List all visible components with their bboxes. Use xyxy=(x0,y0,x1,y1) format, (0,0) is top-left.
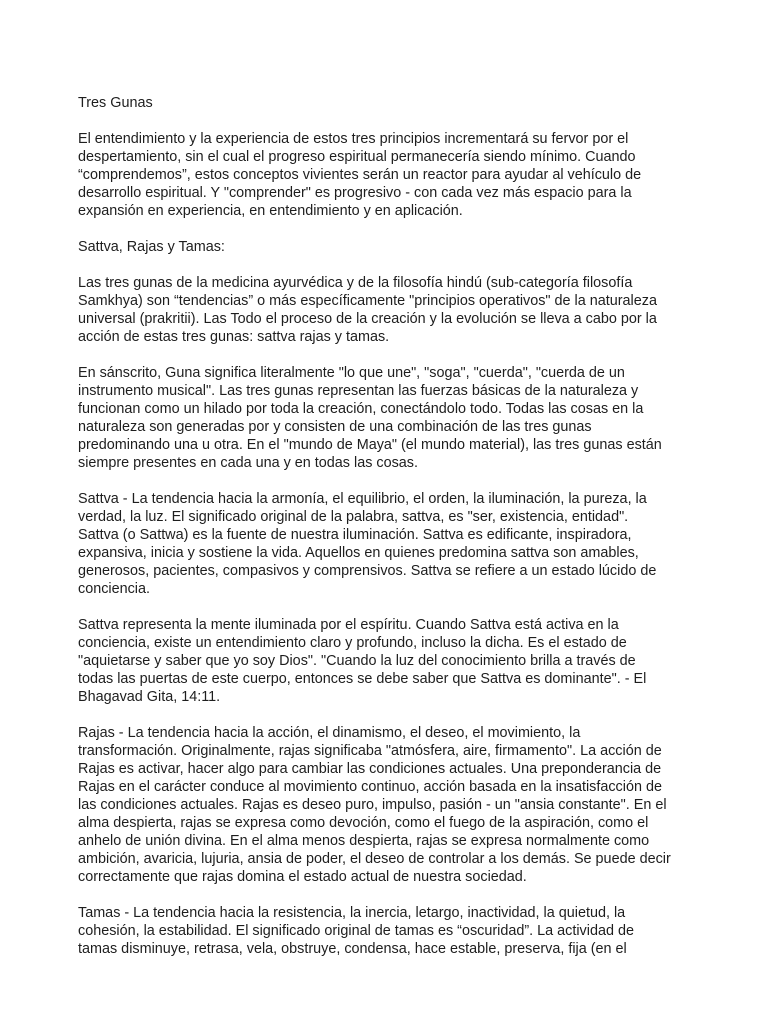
paragraph-intro: El entendimiento y la experiencia de estos tres principios incrementará su fervor por el despertamiento, sin el cual el progreso espiritual permanecería siendo mínimo. Cuando “comprendemos”, estos conceptos vivientes serán un reactor para ayudar al vehículo de desarrollo espiritual. Y "comprender" es progresivo - con cada vez más espacio para la expansión en experiencia, en entendimiento y en aplicación. xyxy=(78,131,642,219)
document-title: Tres Gunas xyxy=(78,95,153,111)
paragraph-sanskrit: En sánscrito, Guna significa literalmente "lo que une", "soga", "cuerda", "cuerda de un instrumento musical". Las tres gunas representan las fuerzas básicas de la naturaleza y funcionan como un hilado por toda la creación, conectándolo todo. Todas las cosas en la naturaleza son generadas por y consisten de una combinación de las tres gunas predominando una u otra. En el "mundo de Maya" (el mundo material), las tres gunas están siempre presentes en cada una y en todas las cosas. xyxy=(78,365,662,471)
paragraph-definition: Las tres gunas de la medicina ayurvédica y de la filosofía hindú (sub-categoría filosofía Samkhya) son “tendencias” o más específicamente "principios operativos" de la naturaleza universal (prakritii). Las Todo el proceso de la creación y la evolución se lleva a cabo por la acción de estas tres gunas: sattva rajas y tamas. xyxy=(78,275,657,345)
section-heading-gunas: Sattva, Rajas y Tamas: xyxy=(78,239,225,255)
document-body xyxy=(78,94,698,976)
paragraph-rajas: Rajas - La tendencia hacia la acción, el dinamismo, el deseo, el movimiento, la transformación. Originalmente, rajas significaba "atmósfera, aire, firmamento". La acción de Rajas es activar, hacer algo para cambiar las condiciones actuales. Una preponderancia de Rajas en el carácter conduce al movimiento continuo, acción basada en la insatisfacción de las condiciones actuales. Rajas es deseo puro, impulso, pasión - un "ansia constante". En el alma despierta, rajas se expresa como devoción, como el fuego de la aspiración, como el anhelo de unión divina. En el alma menos despierta, rajas se expresa normalmente como ambición, avaricia, lujuria, ansia de poder, el deseo de controlar a los demás. Se puede decir correctamente que rajas domina el estado actual de nuestra sociedad. xyxy=(78,725,671,885)
paragraph-sattva-mind: Sattva representa la mente iluminada por el espíritu. Cuando Sattva está activa en la conciencia, existe un entendimiento claro y profundo, incluso la dicha. Es el estado de "aquietarse y saber que yo soy Dios". "Cuando la luz del conocimiento brilla a través de todas las puertas de este cuerpo, entonces se debe saber que Sattva es dominante". - El Bhagavad Gita, 14:11. xyxy=(78,617,647,705)
paragraph-sattva: Sattva - La tendencia hacia la armonía, el equilibrio, el orden, la iluminación, la pureza, la verdad, la luz. El significado original de la palabra, sattva, es "ser, existencia, entidad". Sattva (o Sattwa) es la fuente de nuestra iluminación. Sattva es edificante, inspiradora, expansiva, inicia y sostiene la vida. Aquellos en quienes predomina sattva son amables, generosos, pacientes, compasivos y comprensivos. Sattva se refiere a un estado lúcido de conciencia. xyxy=(78,491,657,597)
paragraph-tamas: Tamas - La tendencia hacia la resistencia, la inercia, letargo, inactividad, la quietud, la cohesión, la estabilidad. El significado original de tamas es “oscuridad”. La actividad de tamas disminuye, retrasa, vela, obstruye, condensa, hace estable, preserva, fija (en el xyxy=(78,905,634,957)
